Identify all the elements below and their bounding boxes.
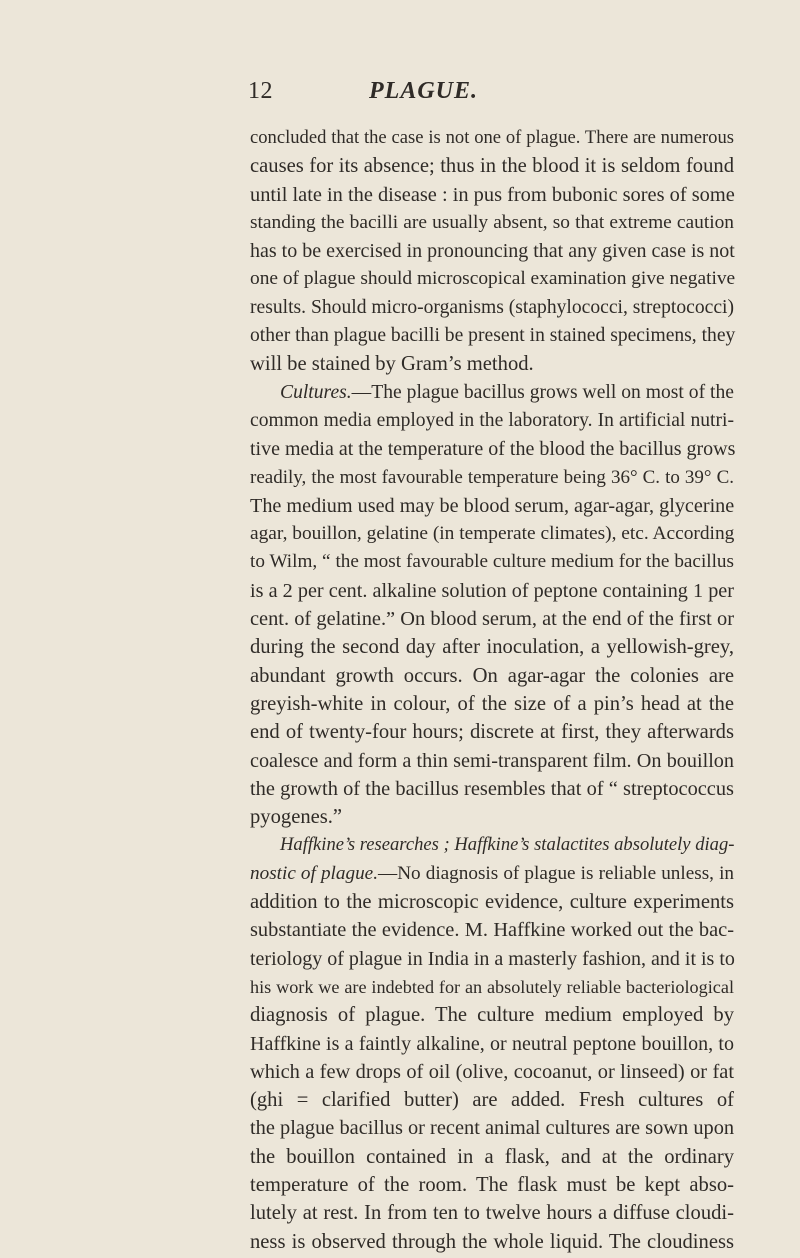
text-line: tive media at the temperature of the blood the bacillus grows <box>250 438 736 461</box>
text-line: greyish-white in colour, of the size of a pin’s head at the <box>250 692 734 715</box>
text-line: pyogenes.” <box>250 806 343 829</box>
text-line: during the second day after inoculation, a yellowish-grey, <box>250 636 734 659</box>
text-line: ness is observed through the whole liquid. The cloudiness <box>250 1230 734 1253</box>
text-line: substantiate the evidence. M. Haffkine worked out the bac- <box>250 919 734 942</box>
section-heading-cultures: Cultures. <box>280 381 352 403</box>
section-heading-haffkine: Haffkine’s researches ; Haffkine’s stalactites absolutely diag- <box>280 834 735 856</box>
text-line: end of twenty-four hours; discrete at first, they afterwards <box>250 721 734 744</box>
paragraph-heading-line <box>250 860 734 888</box>
page-header <box>0 78 800 108</box>
text-line: cent. of gelatine.” On blood serum, at the end of the first or <box>250 608 734 631</box>
text-line: abundant growth occurs. On agar-agar the colonies are <box>250 664 734 687</box>
text-line: his work we are indebted for an absolutely reliable bacteriological <box>250 976 734 997</box>
text-line: agar, bouillon, gelatine (in temperate climates), etc. According <box>250 523 735 545</box>
paragraph-heading-line <box>250 379 734 407</box>
text-line: the bouillon contained in a flask, and at the ordinary <box>250 1145 734 1168</box>
text-line: causes for its absence; thus in the blood it is seldom found <box>250 155 734 178</box>
text-line: other than plague bacilli be present in stained specimens, they <box>250 325 736 347</box>
text-fragment: —No diagnosis of plague is reliable unless, in <box>378 862 734 884</box>
text-line: results. Should micro-organisms (staphylococci, streptococci) <box>250 296 734 318</box>
text-line: lutely at rest. In from ten to twelve hours a diffuse cloudi- <box>250 1202 734 1225</box>
text-line: temperature of the room. The flask must be kept abso- <box>250 1173 734 1196</box>
text-line: addition to the microscopic evidence, culture experiments <box>250 891 734 914</box>
text-line: teriology of plague in India in a masterly fashion, and it is to <box>250 947 735 970</box>
text-line: one of plague should microscopical examination give negative <box>250 268 736 290</box>
text-line: until late in the disease : in pus from bubonic sores of some <box>250 183 735 206</box>
page-number: 12 <box>248 78 273 104</box>
text-line: (ghi = clarified butter) are added. Fresh cultures of <box>250 1089 734 1112</box>
text-line: readily, the most favourable temperature being 36° C. to 39° C. <box>250 466 734 488</box>
section-heading-haffkine-end: nostic of plague. <box>250 862 378 884</box>
text-line: will be stained by Gram’s method. <box>250 353 534 376</box>
text-line: The medium used may be blood serum, agar-agar, glycerine <box>250 494 735 517</box>
running-title: PLAGUE. <box>369 78 478 104</box>
text-line: coalesce and form a thin semi-transparent film. On bouillon <box>250 749 734 772</box>
text-line: concluded that the case is not one of plague. There are numerous <box>250 127 734 148</box>
text-line: has to be exercised in pronouncing that any given case is not <box>250 240 735 263</box>
text-line: to Wilm, “ the most favourable culture medium for the bacillus <box>250 551 734 573</box>
text-line: which a few drops of oil (olive, cocoanut, or linseed) or fat <box>250 1060 734 1083</box>
text-line: the growth of the bacillus resembles that of “ streptococcus <box>250 777 734 800</box>
body-text <box>250 124 734 1256</box>
text-line: diagnosis of plague. The culture medium employed by <box>250 1004 734 1027</box>
text-line: is a 2 per cent. alkaline solution of peptone containing 1 per <box>250 579 734 602</box>
text-fragment: —The plague bacillus grows well on most of the <box>351 381 734 403</box>
text-line: common media employed in the laboratory. In artificial nutri- <box>250 409 734 431</box>
text-line: the plague bacillus or recent animal cultures are sown upon <box>250 1117 735 1140</box>
text-line: Haffkine is a faintly alkaline, or neutral peptone bouillon, to <box>250 1032 734 1055</box>
text-line: standing the bacilli are usually absent, so that extreme caution <box>250 211 734 233</box>
